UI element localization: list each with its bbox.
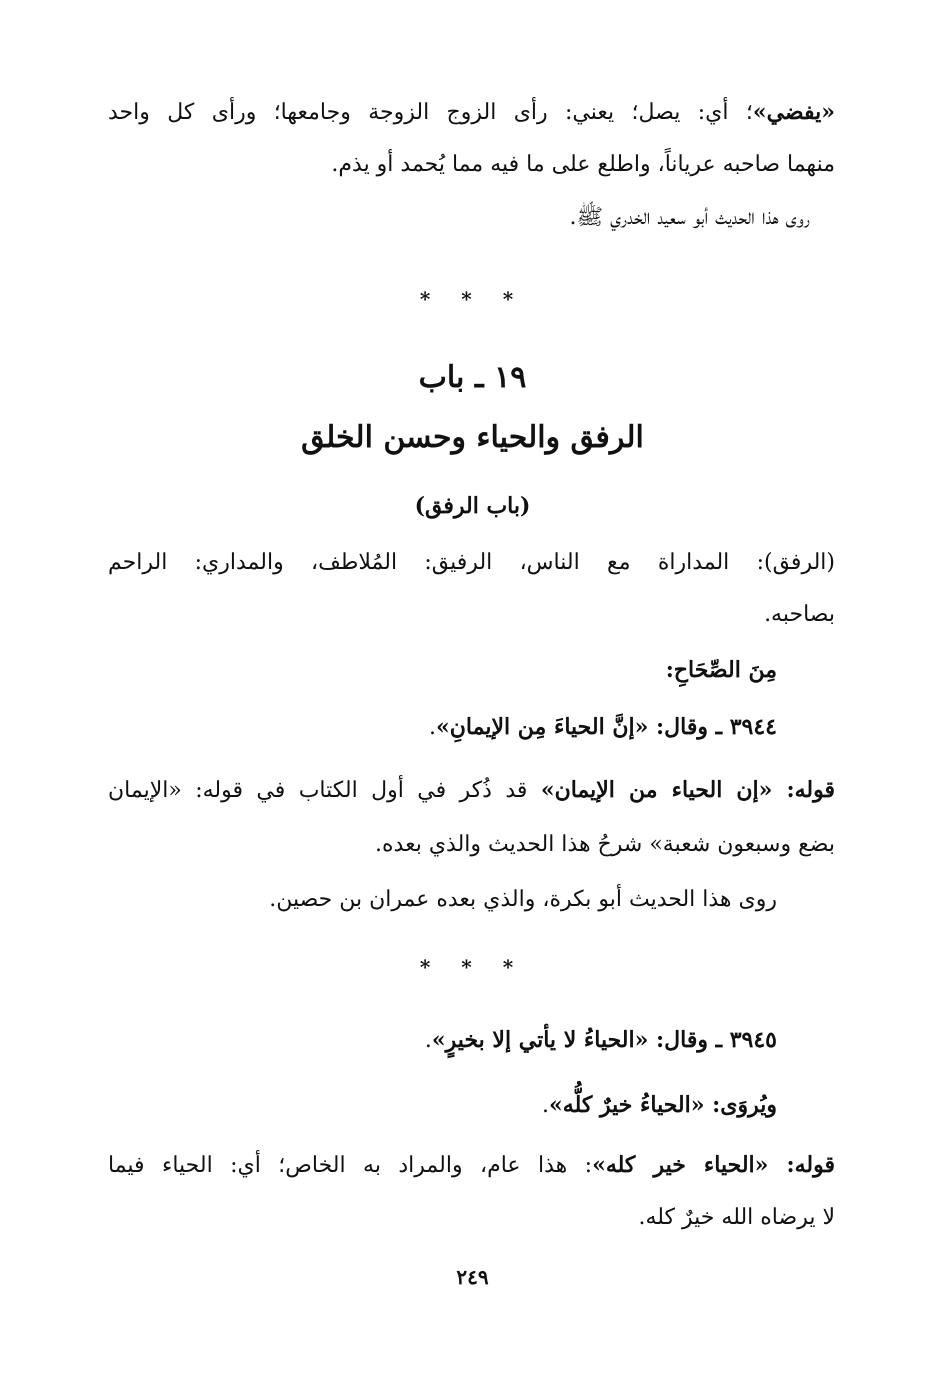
hadith-number: ٣٩٤٤ ـ وقال: <box>648 714 777 740</box>
commentary-line <box>108 775 835 806</box>
commentary-line <box>108 830 835 860</box>
paragraph-line <box>108 150 835 180</box>
hadith-variant-line <box>50 1090 777 1121</box>
hadith-text: «الحياءُ خيرٌ كلُّه» <box>549 1092 705 1118</box>
variant-prefix: ويُروَى: <box>704 1092 777 1118</box>
paragraph-line <box>108 97 835 128</box>
text-run: بضع وسبعون شعبة» شرحُ هذا الحديث والذي بعده. <box>375 832 835 857</box>
hadith-line <box>50 1025 777 1056</box>
narrator-line <box>83 203 810 233</box>
text-run: روى هذا الحديث أبو بكرة، والذي بعده عمران بن حصين. <box>269 887 777 912</box>
text-run: قد ذُكر في أول الكتاب في قوله: «الإيمان <box>108 778 541 803</box>
definition-line <box>108 600 835 630</box>
commentary-line <box>108 1203 835 1233</box>
definition-line <box>108 548 835 578</box>
hadith-text: «إنَّ الحياءَ مِن الإيمانِ» <box>436 714 649 740</box>
text-run: منهما صاحبه عرياناً، واطلع على ما فيه مما يُحمد أو يذم. <box>331 152 835 177</box>
text-run: . <box>542 1093 550 1118</box>
commentary-line <box>108 1150 835 1181</box>
text-run: بصاحبه. <box>764 602 835 627</box>
narrator-line <box>50 885 777 915</box>
section-separator: * * * <box>419 955 526 979</box>
text-run: : هذا عام، والمراد به الخاص؛ أي: الحياء فيما <box>108 1153 593 1178</box>
text-run: روى هذا الحديث أبو سعيد الخدري ﷺ. <box>569 205 810 230</box>
text-run: لا يرضاه الله خيرٌ كله. <box>638 1205 835 1230</box>
hadith-line <box>50 712 777 743</box>
text-run: مِنَ الصِّحَاحِ: <box>665 657 777 683</box>
hadith-text: «الحياءُ لا يأتي إلا بخيرٍ» <box>431 1027 649 1053</box>
text-run: . <box>424 1028 432 1053</box>
chapter-number: ١٩ ـ باب <box>418 360 527 395</box>
bold-term: قوله: «إن الحياء من الإيمان» <box>540 777 835 803</box>
section-separator: * * * <box>419 287 526 311</box>
bold-term: «يفضي» <box>752 99 835 125</box>
text-run: ؛ أي: يصل؛ يعني: رأى الزوج الزوجة وجامعها؛ ورأى كل واحد <box>108 100 753 125</box>
hadith-number: ٣٩٤٥ ـ وقال: <box>648 1027 777 1053</box>
page-number: ٢٤٩ <box>456 1265 489 1289</box>
subheading: (باب الرفق) <box>414 493 531 519</box>
bold-term: قوله: «الحياء خير كله» <box>592 1152 835 1178</box>
section-label <box>50 655 777 685</box>
chapter-title: الرفق والحياء وحسن الخلق <box>301 420 644 455</box>
text-run: . <box>429 715 437 740</box>
text-run: (الرفق): المداراة مع الناس، الرفيق: المُلاطف، والمداري: الراحم <box>108 550 835 575</box>
